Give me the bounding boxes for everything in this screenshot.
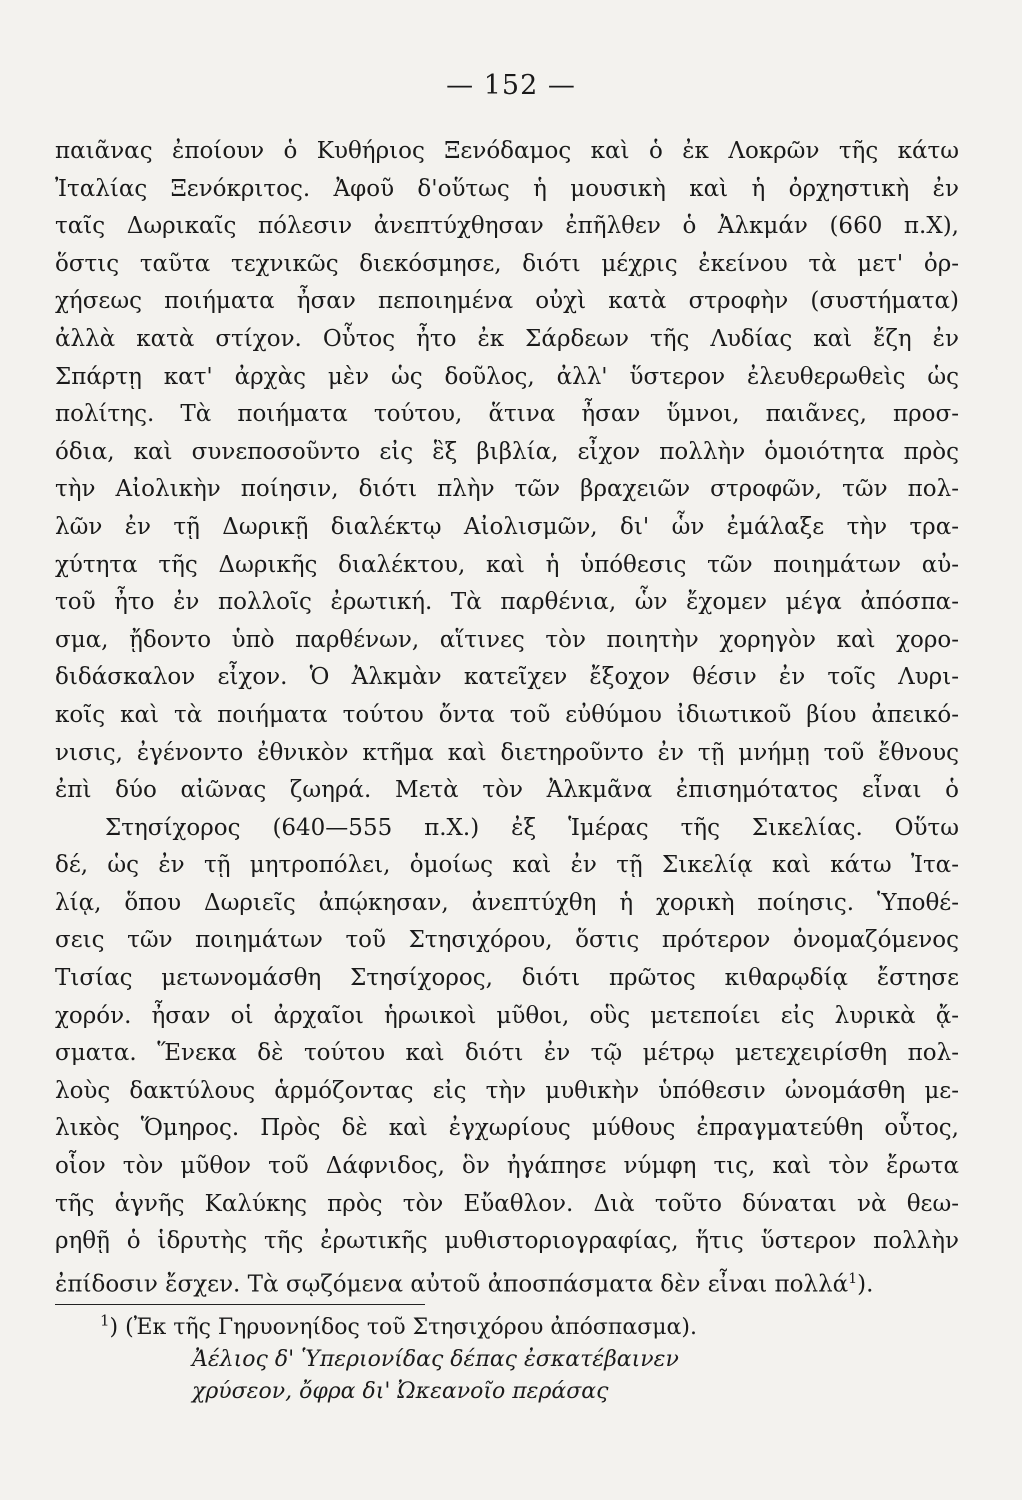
text-line: πολίτης. Τὰ ποιήματα τούτου, ἅτινα ἦσαν ὕμνοι, παιᾶνες, προσ- [55, 401, 959, 428]
text-line: τοῦ ἦτο ἐν πολλοῖς ἐρωτική. Τὰ παρθένια, ὧν ἔχομεν μέγα ἀπόσπα- [55, 589, 959, 616]
text-line: χήσεως ποιήματα ἦσαν πεποιημένα οὐχὶ κατὰ στροφὴν (συστήματα) [55, 288, 959, 315]
text-line: ἀλλὰ κατὰ στίχον. Οὗτος ἦτο ἐκ Σάρδεων τῆς Λυδίας καὶ ἔζη ἐν [55, 325, 959, 352]
text-line: διδάσκαλον εἶχον. Ὁ Ἀλκμὰν κατεῖχεν ἔξοχον θέσιν ἐν τοῖς Λυρι- [55, 664, 959, 691]
text-line: λοὺς δακτύλους ἁρμόζοντας εἰς τὴν μυθικὴν ὑπόθεσιν ὠνομάσθη με- [55, 1077, 959, 1104]
text-line: κοῖς καὶ τὰ ποιήματα τούτου ὄντα τοῦ εὐθύμου ἰδιωτικοῦ βίου ἀπεικό- [55, 701, 959, 728]
text-line: Σπάρτῃ κατ' ἀρχὰς μὲν ὡς δοῦλος, ἀλλ' ὕστερον ἐλευθερωθεὶς ὡς [55, 363, 959, 390]
text-line-last [55, 1261, 959, 1299]
text-line: τὴν Αἰολικὴν ποίησιν, διότι πλὴν τῶν βραχειῶν στροφῶν, τῶν πολ- [55, 476, 959, 503]
text-line: σματα. Ἕνεκα δὲ τούτου καὶ διότι ἐν τῷ μέτρῳ μετεχειρίσθη πολ- [55, 1040, 959, 1067]
text-line: Ἰταλίας Ξενόκριτος. Ἀφοῦ δ'οὕτως ἡ μουσικὴ καὶ ἡ ὀρχηστικὴ ἐν [55, 175, 959, 202]
text-line: σμα, ᾔδοντο ὑπὸ παρθένων, αἵτινες τὸν ποιητὴν χορηγὸν καὶ χορο- [55, 626, 959, 653]
text-line-paragraph-start: Στησίχορος (640—555 π.Χ.) ἐξ Ἱμέρας τῆς Σικελίας. Οὕτω [105, 814, 959, 841]
text-line: δέ, ὡς ἐν τῇ μητροπόλει, ὁμοίως καὶ ἐν τῇ Σικελίᾳ καὶ κάτω Ἰτα- [55, 852, 959, 879]
text-line: ὅστις ταῦτα τεχνικῶς διεκόσμησε, διότι μέχρις ἐκείνου τὰ μετ' ὀρ- [55, 250, 959, 277]
text-line: λίᾳ, ὅπου Δωριεῖς ἀπῴκησαν, ἀνεπτύχθη ἡ χορικὴ ποίησις. Ὑποθέ- [55, 889, 959, 916]
page-number: — 152 — [446, 70, 576, 101]
footnote-divider [55, 1304, 425, 1305]
footnote-line-source [100, 1312, 880, 1344]
text-line: τῆς ἁγνῆς Καλύκης πρὸς τὸν Εὔαθλον. Διὰ τοῦτο δύναται νὰ θεω- [55, 1190, 959, 1217]
footnote-source-text: ) (Ἐκ τῆς Γηρυονηίδος τοῦ Στησιχόρου ἀπόσπασμα). [109, 1315, 697, 1340]
text-line: σεις τῶν ποιημάτων τοῦ Στησιχόρου, ὅστις πρότερον ὀνομαζόμενος [55, 927, 959, 954]
text-line: ἐπὶ δύο αἰῶνας ζωηρά. Μετὰ τὸν Ἀλκμᾶνα ἐπισημότατος εἶναι ὁ [55, 777, 959, 804]
footnote-verse-line: χρύσεον, ὄφρα δι' Ὠκεανοῖο περάσας [192, 1379, 609, 1404]
last-line-end: ). [857, 1271, 874, 1298]
last-line-text: ἐπίδοσιν ἔσχεν. Τὰ σῳζόμενα αὐτοῦ ἀποσπάσματα δὲν εἶναι πολλά [55, 1271, 849, 1298]
text-line: παιᾶνας ἐποίουν ὁ Κυθήριος Ξενόδαμος καὶ ὁ ἐκ Λοκρῶν τῆς κάτω [55, 138, 959, 164]
footnote [100, 1312, 880, 1408]
text-line: λῶν ἐν τῇ Δωρικῇ διαλέκτῳ Αἰολισμῶν, δι' ὧν ἐμάλαξε τὴν τρα- [55, 513, 959, 540]
text-line: Τισίας μετωνομάσθη Στησίχορος, διότι πρῶτος κιθαρῳδίᾳ ἔστησε [55, 965, 959, 992]
footnote-verse-line: Ἀέλιος δ' Ὑπεριονίδας δέπας ἐσκατέβαινεν [192, 1347, 679, 1372]
text-line: λικὸς Ὅμηρος. Πρὸς δὲ καὶ ἐγχωρίους μύθους ἐπραγματεύθη οὗτος, [55, 1115, 959, 1142]
main-text [55, 133, 959, 1298]
text-line: νισις, ἐγένοντο ἐθνικὸν κτῆμα καὶ διετηροῦντο ἐν τῇ μνήμῃ τοῦ ἔθνους [55, 739, 959, 766]
footnote-mark: 1 [100, 1311, 110, 1330]
footnote-reference: 1 [848, 1270, 858, 1287]
text-line: ρηθῇ ὁ ἱδρυτὴς τῆς ἐρωτικῆς μυθιστοριογραφίας, ἥτις ὕστερον πολλὴν [55, 1228, 959, 1255]
text-line: χορόν. ἦσαν οἱ ἀρχαῖοι ἡρωικοὶ μῦθοι, οὓς μετεποίει εἰς λυρικὰ ᾄ- [55, 1002, 959, 1029]
text-line: ταῖς Δωρικαῖς πόλεσιν ἀνεπτύχθησαν ἐπῆλθεν ὁ Ἀλκμάν (660 π.Χ), [55, 213, 959, 240]
text-line: όδια, καὶ συνεποσοῦντο εἰς ἓξ βιβλία, εἶχον πολλὴν ὁμοιότητα πρὸς [55, 438, 959, 465]
text-line: χύτητα τῆς Δωρικῆς διαλέκτου, καὶ ἡ ὑπόθεσις τῶν ποιημάτων αὐ- [55, 551, 959, 578]
text-line: οἷον τὸν μῦθον τοῦ Δάφνιδος, ὃν ἠγάπησε νύμφη τις, καὶ τὸν ἔρωτα [55, 1153, 959, 1180]
